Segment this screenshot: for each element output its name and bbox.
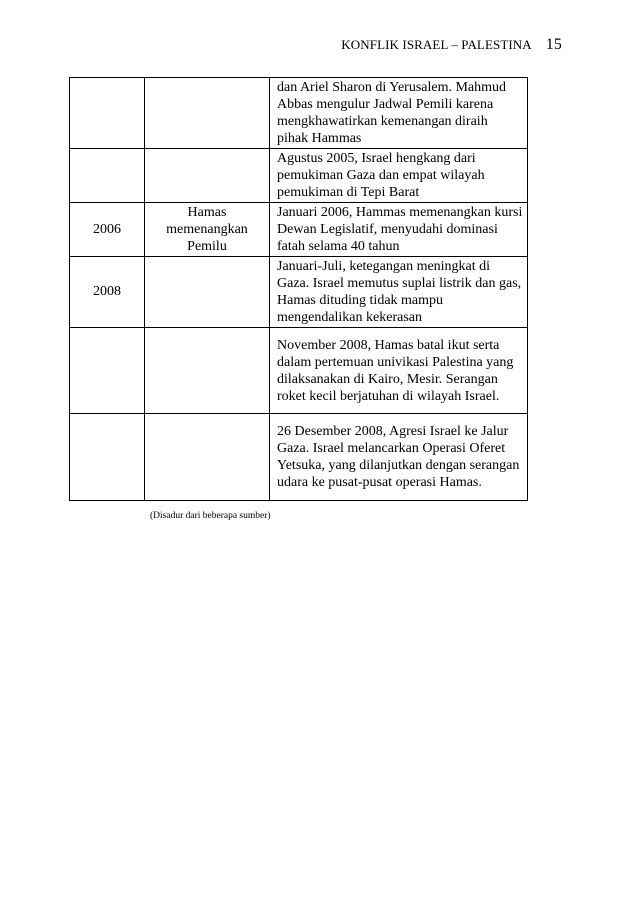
- description-cell: [270, 257, 528, 328]
- description-text: Agustus 2005, Israel hengkang dari pemukiman Gaza dan empat wilayah pemukiman di Tepi Barat: [277, 151, 485, 200]
- source-note: (Disadur dari beberapa sumber): [150, 511, 271, 521]
- description-cell: [270, 149, 528, 203]
- event-cell: [145, 414, 270, 501]
- description-cell: [270, 414, 528, 501]
- table-row: [70, 78, 528, 149]
- description-cell: [270, 203, 528, 257]
- description-cell: [270, 78, 528, 149]
- event-cell: Hamas memenangkan Pemilu: [145, 203, 270, 257]
- year-cell: [70, 328, 145, 414]
- description-text: 26 Desember 2008, Agresi Israel ke Jalur Gaza. Israel melancarkan Operasi Oferet Yetsuka, yang dilanjutkan dengan serangan udara ke pusat-pusat operasi Hamas.: [277, 424, 520, 490]
- year-cell: 2006: [70, 203, 145, 257]
- event-cell: [145, 149, 270, 203]
- running-title: KONFLIK ISRAEL – PALESTINA: [341, 37, 532, 52]
- event-cell: [145, 328, 270, 414]
- page-number: 15: [545, 36, 562, 53]
- year-cell: 2008: [70, 257, 145, 328]
- year-cell: [70, 414, 145, 501]
- description-text: Januari 2006, Hammas memenangkan kursi Dewan Legislatif, menyudahi dominasi fatah selama 40 tahun: [277, 205, 523, 254]
- table-row: [70, 149, 528, 203]
- table-row: [70, 414, 528, 501]
- table-row: [70, 257, 528, 328]
- timeline-table: [69, 77, 528, 501]
- event-cell: [145, 257, 270, 328]
- description-text: November 2008, Hamas batal ikut serta dalam pertemuan univikasi Palestina yang dilaksanakan di Kairo, Mesir. Serangan roket kecil berjatuhan di wilayah Israel.: [277, 337, 514, 404]
- description-text: Januari-Juli, ketegangan meningkat di Gaza. Israel memutus suplai listrik dan gas, Hamas dituding tidak mampu mengendalikan kekerasan: [277, 259, 522, 325]
- description-cell: [270, 328, 528, 414]
- table-row: [70, 203, 528, 257]
- description-text: dan Ariel Sharon di Yerusalem. Mahmud Abbas mengulur Jadwal Pemili karena mengkhawatirkan kemenangan diraih pihak Hammas: [277, 80, 507, 146]
- year-cell: [70, 78, 145, 149]
- event-cell: [145, 78, 270, 149]
- year-cell: [70, 149, 145, 203]
- table-row: [70, 328, 528, 414]
- page-header: [341, 36, 562, 54]
